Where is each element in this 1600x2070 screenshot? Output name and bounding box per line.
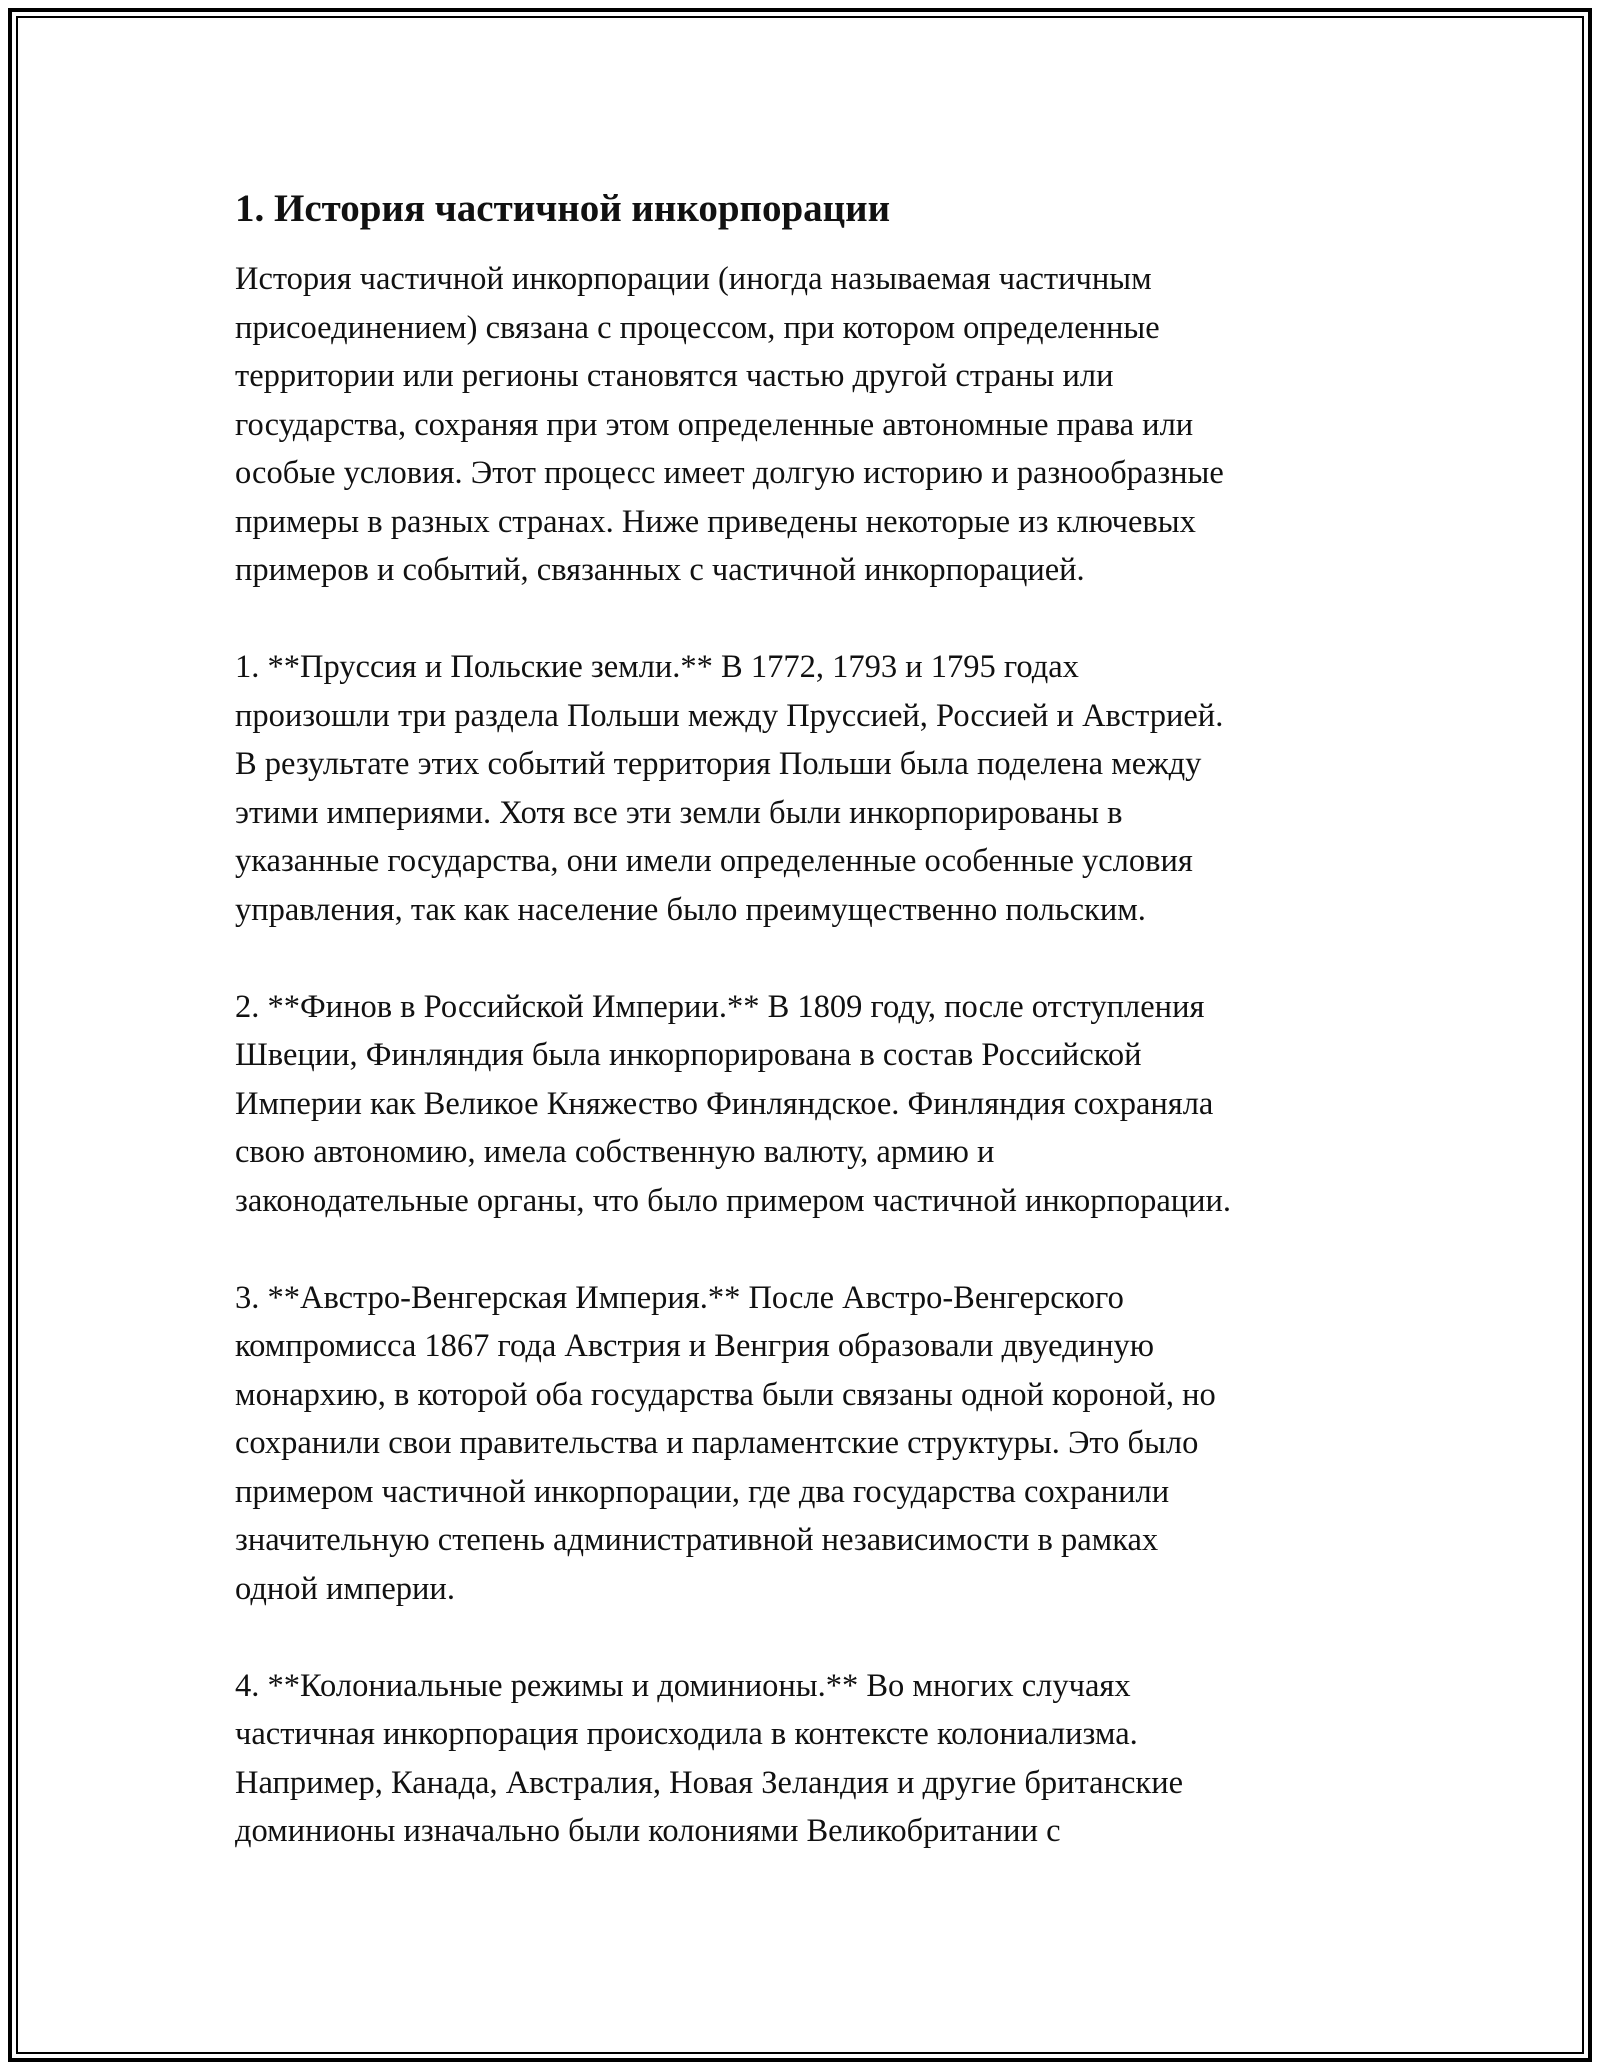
text-line: особые условия. Этот процесс имеет долгую историю и разнообразные xyxy=(235,455,1224,491)
text-line: 1. **Пруссия и Польские земли.** В 1772, 1793 и 1795 годах xyxy=(235,649,1079,685)
paragraph-intro xyxy=(235,255,1375,595)
text-line: примеров и событий, связанных с частичной инкорпорацией. xyxy=(235,552,1085,588)
text-line: присоединением) связана с процессом, при котором определенные xyxy=(235,309,1160,346)
paragraph-item-3 xyxy=(235,1274,1375,1614)
text-line: Швеции, Финляндия была инкорпорирована в состав Российской xyxy=(235,1037,1142,1073)
paragraph-item-2 xyxy=(235,983,1375,1226)
text-line: доминионы изначально были колониями Великобритании с xyxy=(235,1813,1061,1849)
text-line: территории или регионы становятся частью другой страны или xyxy=(235,358,1114,394)
text-line: частичная инкорпорация происходила в контексте колониализма. xyxy=(235,1716,1138,1752)
text-line: 2. **Финов в Российской Империи.** В 1809 году, после отступления xyxy=(235,988,1205,1025)
text-line: История частичной инкорпорации (иногда называемая частичным xyxy=(235,261,1152,297)
text-line: государства, сохраняя при этом определенные автономные права или xyxy=(235,406,1194,443)
text-line: Например, Канада, Австралия, Новая Зеландия и другие британские xyxy=(235,1764,1184,1801)
text-line: примеры в разных странах. Ниже приведены некоторые из ключевых xyxy=(235,503,1196,540)
paragraph-item-4 xyxy=(235,1662,1375,1856)
text-line: произошли три раздела Польши между Пруссией, Россией и Австрией. xyxy=(235,697,1224,734)
text-line: управления, так как население было преимущественно польским. xyxy=(235,891,1146,928)
text-line: примером частичной инкорпорации, где два государства сохранили xyxy=(235,1473,1170,1510)
text-line: свою автономию, имела собственную валюту, армию и xyxy=(235,1134,995,1170)
text-line: Империи как Великое Княжество Финляндское. Финляндия сохраняла xyxy=(235,1085,1214,1122)
document-body xyxy=(235,185,1375,1904)
text-line: В результате этих событий территория Польши была поделена между xyxy=(235,746,1202,782)
text-line: монархию, в которой оба государства были связаны одной короной, но xyxy=(235,1376,1216,1413)
paragraph-item-1 xyxy=(235,643,1375,934)
text-line: одной империи. xyxy=(235,1570,455,1607)
text-line: 3. **Австро-Венгерская Империя.** После Австро-Венгерского xyxy=(235,1279,1124,1316)
text-line: компромисса 1867 года Австрия и Венгрия образовали двуединую xyxy=(235,1328,1154,1364)
section-heading: 1. История частичной инкорпорации xyxy=(235,187,891,230)
text-line: законодательные органы, что было примером частичной инкорпорации. xyxy=(235,1182,1232,1219)
text-line: этими империями. Хотя все эти земли были инкорпорированы в xyxy=(235,794,1123,831)
text-line: указанные государства, они имели определенные особенные условия xyxy=(235,843,1193,879)
text-line: значительную степень административной независимости в рамках xyxy=(235,1522,1159,1558)
text-line: 4. **Колониальные режимы и доминионы.** Во многих случаях xyxy=(235,1667,1131,1704)
text-line: сохранили свои правительства и парламентские структуры. Это было xyxy=(235,1425,1199,1461)
